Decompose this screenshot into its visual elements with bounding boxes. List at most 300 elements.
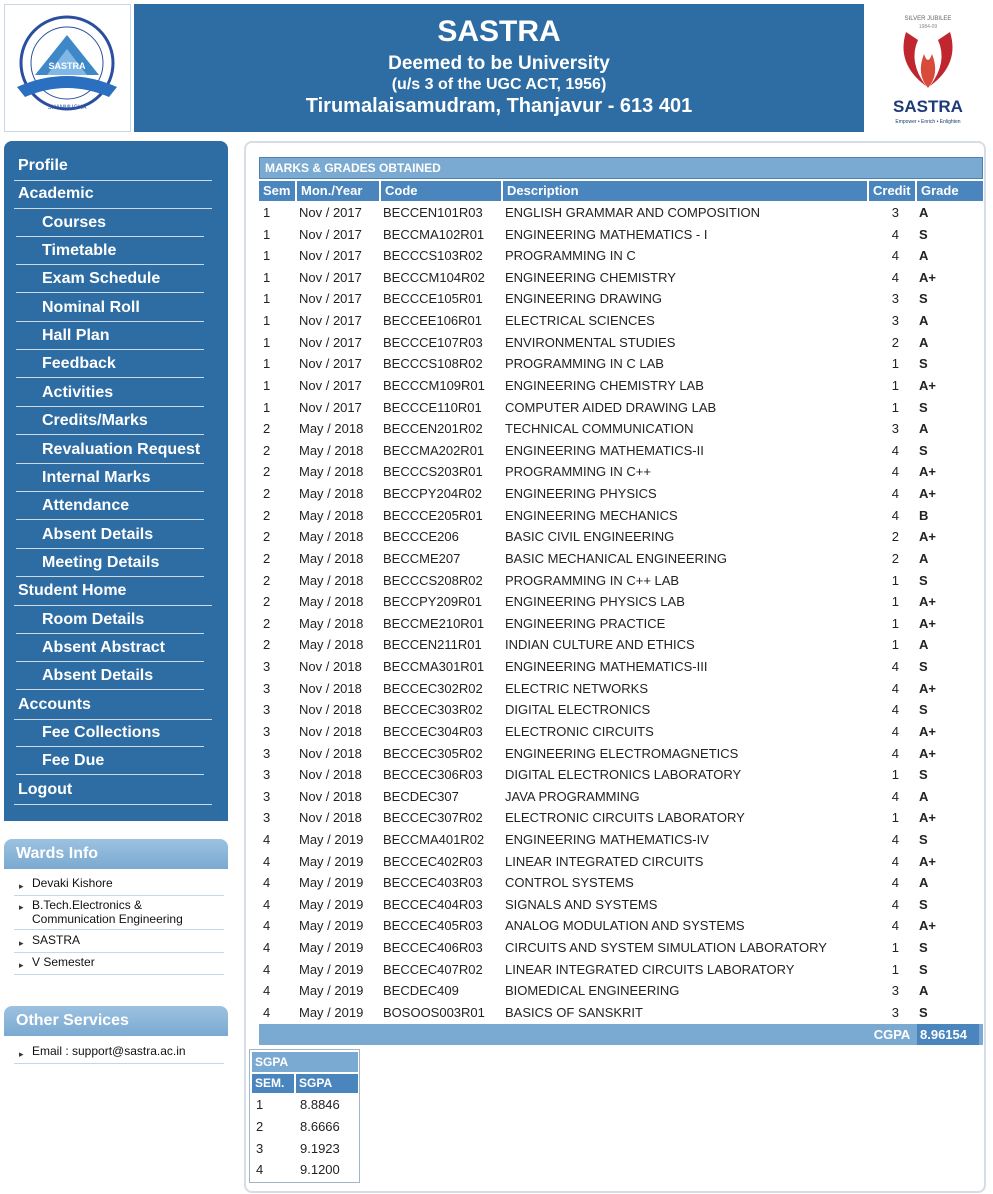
cell-credit: 1 xyxy=(891,637,899,653)
cell-month-year: Nov / 2018 xyxy=(299,767,362,783)
cell-credit: 1 xyxy=(891,767,899,783)
table-row xyxy=(259,461,983,483)
cell-month-year: May / 2018 xyxy=(299,442,364,458)
cell-code: BECCCS103R02 xyxy=(383,248,483,264)
cell-description: BASICS OF SANSKRIT xyxy=(505,1004,643,1020)
sgpa-col-sgpa: SGPA xyxy=(296,1074,358,1093)
cell-grade: A+ xyxy=(919,918,936,934)
cell-month-year: May / 2018 xyxy=(299,486,364,502)
cell-month-year: May / 2018 xyxy=(299,421,364,437)
svg-text:SASTRA: SASTRA xyxy=(893,97,963,116)
ward-name: ▸ Devaki Kishore xyxy=(14,875,224,896)
table-row xyxy=(259,764,983,786)
svg-text:1984-09: 1984-09 xyxy=(918,24,938,30)
sgpa-col-sem: SEM. xyxy=(252,1074,294,1093)
cell-code: BECCEC406R03 xyxy=(383,940,483,956)
cell-credit: 4 xyxy=(891,442,899,458)
nav-item-feedback[interactable]: Feedback xyxy=(16,351,204,378)
cell-sem: 4 xyxy=(263,1004,271,1020)
cell-month-year: May / 2018 xyxy=(299,507,364,523)
cell-month-year: May / 2019 xyxy=(299,940,364,956)
col-header-credit: Credit xyxy=(869,181,915,201)
header-address: Tirumalaisamudram, Thanjavur - 613 401 xyxy=(305,95,693,117)
table-row xyxy=(259,915,983,937)
cell-code: BECCCM109R01 xyxy=(383,377,485,393)
cell-grade: A+ xyxy=(919,680,936,696)
cell-sem: 4 xyxy=(263,940,271,956)
cell-sem: 2 xyxy=(263,464,271,480)
cell-sem: 3 xyxy=(263,702,271,718)
header-subtitle: Deemed to be University xyxy=(388,53,610,74)
cell-month-year: May / 2018 xyxy=(299,615,364,631)
sgpa-cell-sem: 4 xyxy=(256,1162,264,1178)
cell-description: ENGINEERING MATHEMATICS - I xyxy=(505,226,708,242)
table-row xyxy=(259,202,983,224)
cell-credit: 1 xyxy=(891,940,899,956)
cell-description: BASIC MECHANICAL ENGINEERING xyxy=(505,550,728,566)
bullet-icon: ▸ xyxy=(19,938,24,948)
cell-month-year: Nov / 2018 xyxy=(299,680,362,696)
cell-grade: S xyxy=(919,659,928,675)
cell-code: BECCEC305R02 xyxy=(383,745,483,761)
sgpa-cell-value: 9.1923 xyxy=(300,1140,340,1156)
cell-grade: A xyxy=(919,334,929,350)
nav-item-absent-details[interactable]: Absent Details xyxy=(16,663,204,690)
cell-code: BECCMA102R01 xyxy=(383,226,485,242)
nav-item-fee-collections[interactable]: Fee Collections xyxy=(16,720,204,747)
cell-grade: S xyxy=(919,767,928,783)
cell-description: ENGINEERING MATHEMATICS-IV xyxy=(505,831,709,847)
table-row xyxy=(259,526,983,548)
cell-grade: A xyxy=(919,788,929,804)
table-row xyxy=(259,353,983,375)
bullet-icon: ▸ xyxy=(19,1049,24,1059)
cell-month-year: Nov / 2018 xyxy=(299,723,362,739)
cell-credit: 4 xyxy=(891,507,899,523)
cell-month-year: May / 2019 xyxy=(299,896,364,912)
cell-code: BECCCS208R02 xyxy=(383,572,483,588)
support-email-link[interactable]: ▸ Email : support@sastra.ac.in xyxy=(14,1043,224,1064)
cell-grade: A+ xyxy=(919,853,936,869)
table-row xyxy=(259,288,983,310)
cell-sem: 2 xyxy=(263,594,271,610)
cell-sem: 2 xyxy=(263,507,271,523)
cell-month-year: May / 2019 xyxy=(299,875,364,891)
cell-code: BECCEC404R03 xyxy=(383,896,483,912)
nav-item-internal-marks[interactable]: Internal Marks xyxy=(16,465,204,492)
cell-code: BECCMA202R01 xyxy=(383,442,485,458)
cell-sem: 2 xyxy=(263,572,271,588)
cell-description: PROGRAMMING IN C++ xyxy=(505,464,651,480)
cell-code: BECDEC307 xyxy=(383,788,459,804)
cell-sem: 2 xyxy=(263,529,271,545)
cell-credit: 1 xyxy=(891,356,899,372)
cell-grade: S xyxy=(919,442,928,458)
cell-month-year: Nov / 2018 xyxy=(299,745,362,761)
cell-code: BECCPY204R02 xyxy=(383,486,482,502)
cell-credit: 1 xyxy=(891,810,899,826)
cell-sem: 2 xyxy=(263,421,271,437)
sastra-emblem-logo xyxy=(4,4,131,132)
cell-credit: 1 xyxy=(891,399,899,415)
cell-credit: 4 xyxy=(891,918,899,934)
table-row xyxy=(259,613,983,635)
cell-grade: S xyxy=(919,572,928,588)
nav-item-meeting-details[interactable]: Meeting Details xyxy=(16,550,204,577)
cell-sem: 1 xyxy=(263,356,271,372)
cell-code: BECCEC402R03 xyxy=(383,853,483,869)
table-row xyxy=(259,548,983,570)
cell-month-year: Nov / 2017 xyxy=(299,356,362,372)
nav-item-attendance[interactable]: Attendance xyxy=(16,493,204,520)
cell-grade: A xyxy=(919,248,929,264)
cell-sem: 3 xyxy=(263,810,271,826)
cell-code: BECCMA401R02 xyxy=(383,831,485,847)
cell-credit: 4 xyxy=(891,464,899,480)
cgpa-value: 8.96154 xyxy=(917,1024,979,1045)
cell-month-year: May / 2019 xyxy=(299,831,364,847)
nav-item-logout[interactable]: Logout xyxy=(14,777,212,805)
nav-item-nominal-roll[interactable]: Nominal Roll xyxy=(16,295,204,322)
cell-credit: 4 xyxy=(891,702,899,718)
cell-description: ENGINEERING MATHEMATICS-II xyxy=(505,442,704,458)
cell-description: ELECTRIC NETWORKS xyxy=(505,680,649,696)
cell-month-year: May / 2019 xyxy=(299,961,364,977)
nav-item-credits-marks[interactable]: Credits/Marks xyxy=(16,408,204,435)
cell-credit: 1 xyxy=(891,615,899,631)
cell-description: TECHNICAL COMMUNICATION xyxy=(505,421,694,437)
cell-month-year: May / 2019 xyxy=(299,853,364,869)
cell-month-year: Nov / 2018 xyxy=(299,702,362,718)
cell-month-year: May / 2019 xyxy=(299,918,364,934)
other-services-header: Other Services xyxy=(4,1006,228,1036)
cell-sem: 3 xyxy=(263,680,271,696)
cell-sem: 1 xyxy=(263,334,271,350)
cell-sem: 2 xyxy=(263,637,271,653)
cell-month-year: Nov / 2017 xyxy=(299,205,362,220)
cell-description: PROGRAMMING IN C xyxy=(505,248,636,264)
cell-credit: 4 xyxy=(891,486,899,502)
cell-description: INDIAN CULTURE AND ETHICS xyxy=(505,637,695,653)
table-row xyxy=(259,1002,983,1024)
table-row xyxy=(259,851,983,873)
col-header-code: Code xyxy=(381,181,501,201)
sgpa-title: SGPA xyxy=(252,1052,358,1072)
nav-item-timetable[interactable]: Timetable xyxy=(16,238,204,265)
table-row xyxy=(259,310,983,332)
cell-code: BECCEC304R03 xyxy=(383,723,483,739)
cell-sem: 3 xyxy=(263,659,271,675)
cell-code: BECCME210R01 xyxy=(383,615,485,631)
cell-credit: 4 xyxy=(891,831,899,847)
col-header-description: Description xyxy=(503,181,867,201)
ward-institution: ▸ SASTRA xyxy=(14,932,224,953)
cell-credit: 4 xyxy=(891,896,899,912)
cell-grade: B xyxy=(919,507,929,523)
sgpa-cell-sem: 1 xyxy=(256,1097,264,1112)
sgpa-cell-sem: 2 xyxy=(256,1118,264,1134)
cell-grade: S xyxy=(919,940,928,956)
cell-description: DIGITAL ELECTRONICS xyxy=(505,702,651,718)
cell-code: BECCEN211R01 xyxy=(383,637,482,653)
cell-sem: 4 xyxy=(263,853,271,869)
table-row xyxy=(259,570,983,592)
table-row xyxy=(259,332,983,354)
cell-description: ENGINEERING CHEMISTRY LAB xyxy=(505,377,704,393)
table-row xyxy=(259,937,983,959)
cell-grade: A+ xyxy=(919,723,936,739)
cell-credit: 1 xyxy=(891,594,899,610)
cell-sem: 1 xyxy=(263,205,271,220)
cell-month-year: Nov / 2018 xyxy=(299,788,362,804)
cell-grade: S xyxy=(919,1004,928,1020)
table-row xyxy=(259,245,983,267)
nav-item-exam-schedule[interactable]: Exam Schedule xyxy=(16,266,204,293)
cell-credit: 1 xyxy=(891,961,899,977)
cell-credit: 3 xyxy=(891,205,899,220)
cell-description: PROGRAMMING IN C LAB xyxy=(505,356,664,372)
cell-code: BECCCE110R01 xyxy=(383,399,482,415)
cell-sem: 2 xyxy=(263,442,271,458)
cell-sem: 2 xyxy=(263,615,271,631)
cell-description: ENGINEERING MATHEMATICS-III xyxy=(505,659,708,675)
cell-description: ENGINEERING PRACTICE xyxy=(505,615,666,631)
cell-code: BECCEC405R03 xyxy=(383,918,483,934)
table-row xyxy=(259,591,983,613)
table-row xyxy=(259,375,983,397)
table-row xyxy=(259,224,983,246)
cell-grade: S xyxy=(919,702,928,718)
cell-description: JAVA PROGRAMMING xyxy=(505,788,640,804)
cgpa-label: CGPA xyxy=(873,1027,911,1042)
cell-month-year: May / 2019 xyxy=(299,983,364,999)
cell-credit: 1 xyxy=(891,572,899,588)
cell-code: BECCMA301R01 xyxy=(383,659,485,675)
cell-sem: 1 xyxy=(263,226,271,242)
svg-text:SASTRA: SASTRA xyxy=(48,61,86,71)
table-row xyxy=(259,678,983,700)
cell-sem: 1 xyxy=(263,248,271,264)
cell-description: ENGINEERING PHYSICS xyxy=(505,486,657,502)
cell-month-year: May / 2018 xyxy=(299,594,364,610)
cell-code: BECCPY209R01 xyxy=(383,594,482,610)
col-header-sem: Sem xyxy=(259,181,295,201)
cell-description: ELECTRICAL SCIENCES xyxy=(505,313,655,329)
cell-code: BECCEC407R02 xyxy=(383,961,483,977)
cell-credit: 2 xyxy=(891,550,899,566)
header-act: (u/s 3 of the UGC ACT, 1956) xyxy=(391,76,607,93)
cell-credit: 4 xyxy=(891,723,899,739)
nav-item-academic[interactable]: Academic xyxy=(14,181,212,209)
nav-item-revaluation-request[interactable]: Revaluation Request xyxy=(16,437,204,464)
cell-month-year: May / 2018 xyxy=(299,637,364,653)
nav-item-absent-abstract[interactable]: Absent Abstract xyxy=(16,635,204,662)
cell-credit: 4 xyxy=(891,680,899,696)
cell-description: LINEAR INTEGRATED CIRCUITS LABORATORY xyxy=(505,961,795,977)
cell-credit: 2 xyxy=(891,334,899,350)
sgpa-row xyxy=(252,1094,358,1116)
cell-code: BECCCS108R02 xyxy=(383,356,483,372)
cell-grade: A+ xyxy=(919,486,936,502)
nav-item-fee-due[interactable]: Fee Due xyxy=(16,748,204,775)
cell-description: ENGLISH GRAMMAR AND COMPOSITION xyxy=(505,205,760,220)
col-header-grade: Grade xyxy=(917,181,983,201)
cell-description: CONTROL SYSTEMS xyxy=(505,875,634,891)
cell-grade: A+ xyxy=(919,810,936,826)
cell-credit: 3 xyxy=(891,1004,899,1020)
cell-credit: 1 xyxy=(891,377,899,393)
cell-description: COMPUTER AIDED DRAWING LAB xyxy=(505,399,717,415)
cell-sem: 4 xyxy=(263,983,271,999)
cell-code: BECCEC303R02 xyxy=(383,702,483,718)
cell-sem: 3 xyxy=(263,745,271,761)
cell-grade: A+ xyxy=(919,745,936,761)
table-row xyxy=(259,980,983,1002)
cell-sem: 3 xyxy=(263,767,271,783)
cell-grade: A+ xyxy=(919,615,936,631)
cell-grade: A xyxy=(919,205,929,220)
wards-info-header: Wards Info xyxy=(4,839,228,869)
cell-grade: A xyxy=(919,983,929,999)
bullet-icon: ▸ xyxy=(19,902,24,912)
sgpa-row xyxy=(252,1138,358,1160)
cell-month-year: May / 2018 xyxy=(299,550,364,566)
cell-credit: 3 xyxy=(891,291,899,307)
table-row xyxy=(259,959,983,981)
header-title: SASTRA xyxy=(437,15,561,48)
cell-grade: S xyxy=(919,831,928,847)
cell-sem: 1 xyxy=(263,291,271,307)
cell-month-year: Nov / 2017 xyxy=(299,248,362,264)
cell-description: BIOMEDICAL ENGINEERING xyxy=(505,983,680,999)
cell-code: BECCEN201R02 xyxy=(383,421,483,437)
cell-grade: A+ xyxy=(919,529,936,545)
cell-code: BECCCM104R02 xyxy=(383,269,485,285)
cell-description: SIGNALS AND SYSTEMS xyxy=(505,896,658,912)
cell-description: ENGINEERING PHYSICS LAB xyxy=(505,594,685,610)
cell-code: BECCEC306R03 xyxy=(383,767,483,783)
sastra-silver-jubilee-logo xyxy=(866,4,989,132)
cell-credit: 4 xyxy=(891,875,899,891)
nav-item-hall-plan[interactable]: Hall Plan xyxy=(16,323,204,350)
nav-item-student-home[interactable]: Student Home xyxy=(14,578,212,606)
table-row xyxy=(259,743,983,765)
nav-item-room-details[interactable]: Room Details xyxy=(16,607,204,634)
cell-description: ENVIRONMENTAL STUDIES xyxy=(505,334,676,350)
svg-text:SILVER JUBILEE: SILVER JUBILEE xyxy=(904,16,952,22)
cell-code: BECCEC403R03 xyxy=(383,875,483,891)
cell-sem: 1 xyxy=(263,269,271,285)
cell-month-year: May / 2019 xyxy=(299,1004,364,1020)
ward-program: ▸ B.Tech.Electronics & Communication Engineering xyxy=(14,897,224,930)
cell-month-year: Nov / 2017 xyxy=(299,269,362,285)
cell-description: ENGINEERING MECHANICS xyxy=(505,507,678,523)
table-row xyxy=(259,483,983,505)
cell-grade: S xyxy=(919,399,928,415)
cell-code: BECCCS203R01 xyxy=(383,464,483,480)
cell-code: BECCME207 xyxy=(383,550,461,566)
cell-description: ENGINEERING CHEMISTRY xyxy=(505,269,676,285)
cell-code: BECDEC409 xyxy=(383,983,459,999)
sgpa-cell-value: 9.1200 xyxy=(300,1162,340,1178)
col-header-month-year: Mon./Year xyxy=(297,181,379,201)
nav-item-accounts[interactable]: Accounts xyxy=(14,692,212,720)
cell-grade: S xyxy=(919,291,928,307)
cell-description: ENGINEERING DRAWING xyxy=(505,291,662,307)
table-row xyxy=(259,699,983,721)
cell-credit: 4 xyxy=(891,269,899,285)
cell-credit: 2 xyxy=(891,529,899,545)
table-row xyxy=(259,894,983,916)
cell-credit: 3 xyxy=(891,421,899,437)
sgpa-cell-sem: 3 xyxy=(256,1140,264,1156)
cell-credit: 3 xyxy=(891,313,899,329)
cell-grade: S xyxy=(919,896,928,912)
nav-item-activities[interactable]: Activities xyxy=(16,380,204,407)
cell-sem: 1 xyxy=(263,399,271,415)
marks-table-title: MARKS & GRADES OBTAINED xyxy=(259,157,983,179)
cell-month-year: May / 2018 xyxy=(299,464,364,480)
nav-item-profile[interactable]: Profile xyxy=(14,153,212,181)
svg-text:SHANMUGHA: SHANMUGHA xyxy=(47,105,87,111)
cell-description: BASIC CIVIL ENGINEERING xyxy=(505,529,675,545)
cell-code: BECCCE206 xyxy=(383,529,459,545)
cell-grade: S xyxy=(919,226,928,242)
cell-month-year: Nov / 2017 xyxy=(299,377,362,393)
cell-sem: 3 xyxy=(263,788,271,804)
cell-month-year: Nov / 2017 xyxy=(299,291,362,307)
cell-grade: A+ xyxy=(919,269,936,285)
bullet-icon: ▸ xyxy=(19,881,24,891)
table-row xyxy=(259,786,983,808)
cell-code: BECCEE106R01 xyxy=(383,313,482,329)
cell-month-year: Nov / 2017 xyxy=(299,313,362,329)
cell-month-year: Nov / 2017 xyxy=(299,226,362,242)
table-row xyxy=(259,656,983,678)
sgpa-cell-value: 8.6666 xyxy=(300,1118,340,1134)
cell-month-year: Nov / 2017 xyxy=(299,334,362,350)
table-row xyxy=(259,267,983,289)
sgpa-row xyxy=(252,1159,358,1181)
cell-grade: S xyxy=(919,356,928,372)
table-row xyxy=(259,872,983,894)
cell-credit: 4 xyxy=(891,248,899,264)
cell-code: BECCEC302R02 xyxy=(383,680,483,696)
cell-sem: 1 xyxy=(263,377,271,393)
cell-month-year: Nov / 2018 xyxy=(299,659,362,675)
cell-code: BECCCE107R03 xyxy=(383,334,483,350)
cell-grade: A xyxy=(919,421,929,437)
cell-grade: A xyxy=(919,550,929,566)
nav-item-absent-details[interactable]: Absent Details xyxy=(16,522,204,549)
cell-sem: 4 xyxy=(263,896,271,912)
cell-month-year: Nov / 2018 xyxy=(299,810,362,826)
cell-month-year: May / 2018 xyxy=(299,529,364,545)
cell-credit: 4 xyxy=(891,659,899,675)
nav-item-courses[interactable]: Courses xyxy=(16,210,204,237)
cell-grade: A xyxy=(919,637,929,653)
cell-month-year: May / 2018 xyxy=(299,572,364,588)
cell-grade: A+ xyxy=(919,464,936,480)
cell-credit: 4 xyxy=(891,788,899,804)
cell-credit: 4 xyxy=(891,745,899,761)
table-row xyxy=(259,634,983,656)
svg-text:Empower • Enrich • Enlighten: Empower • Enrich • Enlighten xyxy=(895,119,961,125)
cell-description: ELECTRONIC CIRCUITS xyxy=(505,723,654,739)
cell-sem: 4 xyxy=(263,961,271,977)
cell-description: CIRCUITS AND SYSTEM SIMULATION LABORATORY xyxy=(505,940,827,956)
cell-sem: 1 xyxy=(263,313,271,329)
